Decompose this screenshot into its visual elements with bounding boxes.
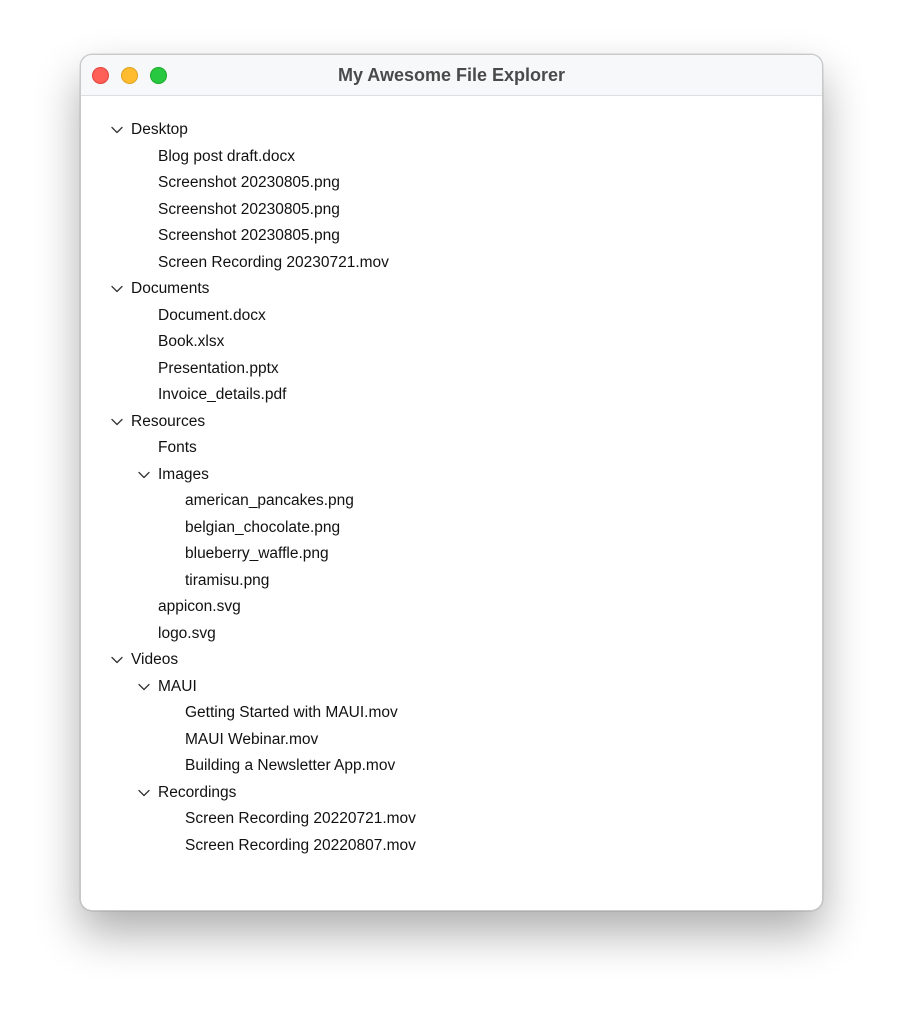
folder-label: Videos (131, 651, 179, 668)
folder-label: Recordings (158, 783, 237, 801)
tree-file-item[interactable] (81, 144, 822, 171)
folder-label: Resources (131, 412, 206, 430)
tree-file-item[interactable] (81, 833, 822, 860)
window-title: My Awesome File Explorer (337, 65, 566, 85)
file-label: Invoice_details.pdf (158, 386, 287, 403)
file-label: Screenshot 20230805.png (158, 200, 340, 218)
file-label: Getting Started with MAUI.mov (185, 704, 398, 721)
tree-file-item[interactable] (81, 303, 822, 330)
tree-file-item[interactable] (81, 170, 822, 197)
tree-folder-resources[interactable] (81, 409, 822, 436)
chevron-down-icon[interactable] (111, 418, 123, 426)
folder-label: Fonts (158, 439, 197, 456)
tree-file-item[interactable] (81, 382, 822, 409)
file-label: logo.svg (158, 624, 216, 642)
file-label: Screen Recording 20220807.mov (185, 836, 416, 854)
folder-label: MAUI (158, 677, 197, 695)
file-label: belgian_chocolate.png (185, 518, 341, 536)
tree-folder-videos[interactable] (81, 647, 822, 674)
tree-file-item[interactable] (81, 700, 822, 727)
title-bar[interactable] (81, 55, 822, 96)
file-label: Presentation.pptx (158, 359, 279, 377)
tree-file-item[interactable] (81, 356, 822, 383)
tree-file-item[interactable] (81, 515, 822, 542)
tree-file-item[interactable] (81, 329, 822, 356)
file-label: Screenshot 20230805.png (158, 174, 340, 191)
file-label: american_pancakes.png (185, 492, 354, 509)
file-label: Screen Recording 20220721.mov (185, 810, 416, 827)
tree-file-item[interactable] (81, 753, 822, 780)
chevron-down-icon[interactable] (138, 683, 150, 691)
tree-file-item[interactable] (81, 594, 822, 621)
tree-file-item[interactable] (81, 197, 822, 224)
chevron-down-icon[interactable] (138, 789, 150, 797)
tree-folder-desktop[interactable] (81, 117, 822, 144)
file-tree (81, 117, 822, 859)
tree-file-item[interactable] (81, 568, 822, 595)
file-label: blueberry_waffle.png (185, 545, 329, 562)
tree-file-item[interactable] (81, 250, 822, 277)
file-label: MAUI Webinar.mov (185, 730, 319, 748)
chevron-down-icon[interactable] (111, 656, 123, 664)
chevron-down-icon[interactable] (138, 471, 150, 479)
file-label: Screen Recording 20230721.mov (158, 253, 389, 271)
tree-file-item[interactable] (81, 488, 822, 515)
folder-label: Images (158, 465, 209, 483)
tree-file-item[interactable] (81, 223, 822, 250)
file-explorer-window (80, 54, 823, 911)
tree-file-item[interactable] (81, 621, 822, 648)
folder-label: Documents (131, 280, 210, 297)
file-label: Book.xlsx (158, 333, 225, 350)
tree-folder-images[interactable] (81, 462, 822, 489)
chevron-down-icon[interactable] (111, 285, 123, 293)
tree-folder-maui[interactable] (81, 674, 822, 701)
file-label: Document.docx (158, 306, 266, 324)
tree-folder-fonts[interactable] (81, 435, 822, 462)
tree-file-item[interactable] (81, 727, 822, 754)
tree-folder-documents[interactable] (81, 276, 822, 303)
tree-folder-recordings[interactable] (81, 780, 822, 807)
file-label: Blog post draft.docx (158, 147, 295, 165)
folder-label: Desktop (131, 121, 188, 138)
file-label: appicon.svg (158, 598, 241, 615)
tree-file-item[interactable] (81, 541, 822, 568)
file-label: tiramisu.png (185, 571, 270, 589)
file-label: Building a Newsletter App.mov (185, 757, 396, 774)
tree-file-item[interactable] (81, 806, 822, 833)
file-label: Screenshot 20230805.png (158, 227, 340, 244)
chevron-down-icon[interactable] (111, 126, 123, 134)
